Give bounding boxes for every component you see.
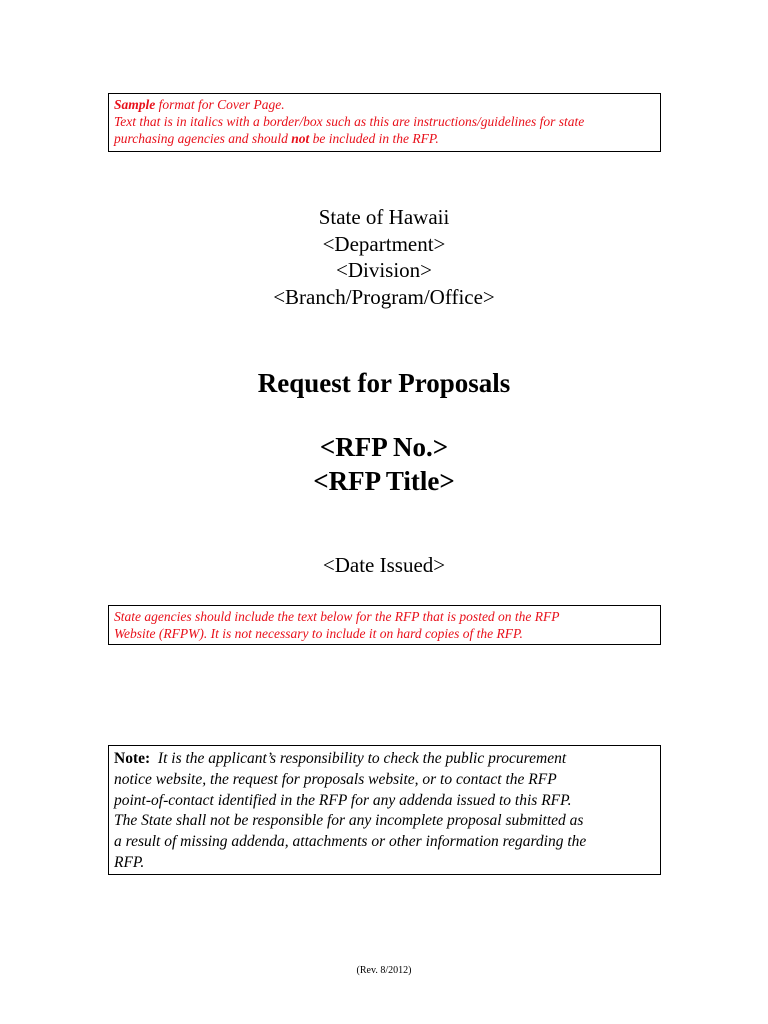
instruction-line-2: Text that is in italics with a border/box such as this are instructions/guidelines for state <box>114 114 585 129</box>
rfp-title-placeholder: <RFP Title> <box>313 466 455 496</box>
department-placeholder: <Department> <box>322 231 446 256</box>
note-line-1 <box>114 749 655 770</box>
note-line-1-text: It is the applicant’s responsibility to check the public procurement <box>157 750 567 767</box>
note-line-5: a result of missing addenda, attachments or other information regarding the <box>114 833 587 851</box>
not-word: not <box>291 131 310 146</box>
note-colon: : <box>145 750 151 767</box>
branch-placeholder: <Branch/Program/Office> <box>273 284 495 309</box>
rfpw-instruction-line-2: Website (RFPW). It is not necessary to include it on hard copies of the RFP. <box>114 626 523 641</box>
instruction-line-3-pre: purchasing agencies and should <box>114 131 292 146</box>
agency-block <box>0 204 768 310</box>
note-line-3: point-of-contact identified in the RFP for any addenda issued to this RFP. <box>114 791 572 809</box>
instruction-box-rfpw <box>108 605 661 645</box>
date-issued-placeholder: <Date Issued> <box>322 553 446 577</box>
note-label: Note <box>114 750 145 767</box>
rfp-number-placeholder: <RFP No.> <box>319 432 449 462</box>
instruction-box-cover-page <box>108 93 661 152</box>
division-placeholder: <Division> <box>335 258 433 282</box>
sample-word: Sample <box>114 97 156 112</box>
instruction-line-1 <box>114 96 655 113</box>
document-title: Request for Proposals <box>257 368 511 398</box>
note-line-4: The State shall not be responsible for any incomplete proposal submitted as <box>114 812 584 830</box>
state-name: State of Hawaii <box>318 205 450 229</box>
instruction-line-1-text: format for Cover Page. <box>155 97 285 112</box>
instruction-line-3-post: be included in the RFP. <box>309 131 439 146</box>
note-line-6: RFP. <box>114 853 145 871</box>
note-box <box>108 745 661 875</box>
rfp-block <box>0 430 768 498</box>
rfpw-instruction-line-1: State agencies should include the text below for the RFP that is posted on the RFP <box>114 609 560 624</box>
revision-label: (Rev. 8/2012) <box>356 965 412 976</box>
instruction-line-3 <box>114 130 655 147</box>
note-line-2: notice website, the request for proposals website, or to contact the RFP <box>114 770 557 788</box>
